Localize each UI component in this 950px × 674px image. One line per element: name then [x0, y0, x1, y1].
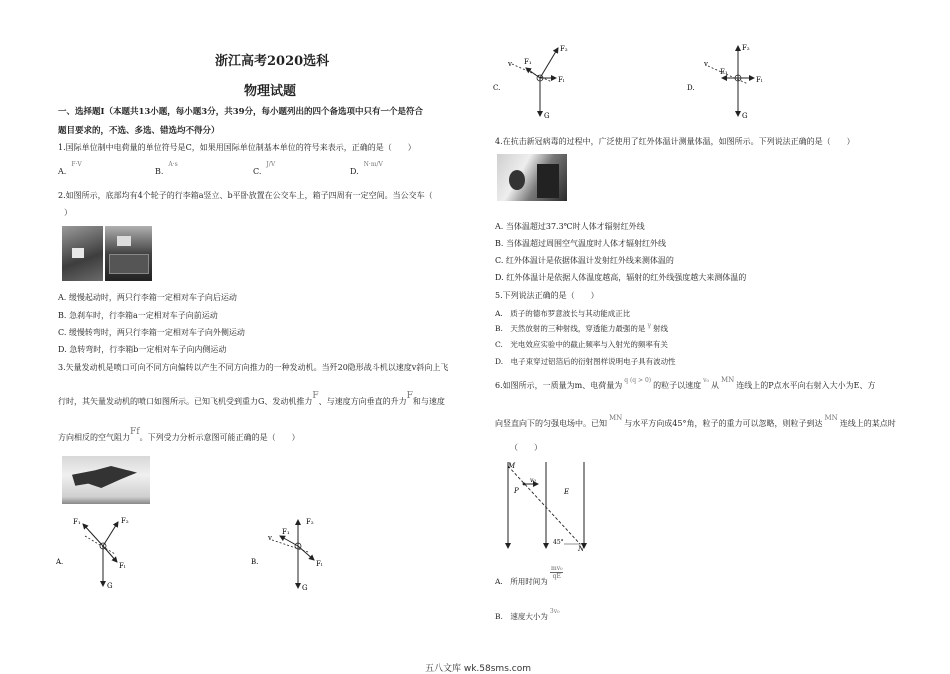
label-v: v — [704, 60, 708, 68]
q1-stem: 1.国际单位制中电荷量的单位符号是C，如果用国际单位制基本单位的符号来表示，正确的是（ ） — [58, 143, 416, 152]
label-ff: Fₗ — [316, 560, 323, 568]
q5-option-c: C. 光电效应实验中的截止频率与入射光的频率有关 — [495, 340, 668, 349]
label-m: M — [508, 462, 516, 470]
q3-stem-line3: 方向相反的空气阻力Ff。下列受力分析示意图可能正确的是（ ） — [58, 427, 300, 442]
q1-option-a: A.$^{F\cdot V}$ — [58, 161, 82, 176]
label-option-c: C. — [493, 84, 501, 92]
label-ff: Fₗ — [756, 76, 763, 84]
label-f1: F₁ — [282, 528, 290, 536]
label-v: v — [508, 60, 512, 68]
label-e: E — [564, 488, 570, 496]
q3-stem-line1: 3.矢量发动机是喷口可向不同方向偏转以产生不同方向推力的一种发动机。当歼20隐形战斗机以速度v斜向上飞 — [58, 363, 449, 372]
label-v: v — [268, 534, 272, 542]
page-subtitle: 物理试题 — [244, 84, 297, 99]
q6-stem-line1: 6.如图所示，一质量为m、电荷量为$^{q (q > 0)}$的粒子以速度$^{v_0}$从MN连线上的P点水平向右射入大小为E、方 — [495, 376, 876, 390]
label-f1: F₁ — [73, 518, 81, 526]
section-header-line2: 题目要求的，不选、多选、错选均不得分） — [58, 126, 220, 136]
luggage-photo-b — [105, 226, 152, 281]
force-diagram-a — [55, 514, 145, 594]
force-diagram-c — [492, 40, 582, 120]
electric-field-figure — [498, 458, 598, 553]
q3-stem-line2: 行时，其矢量发动机的喷口如图所示。已知飞机受到重力G、发动机推力F、与速度方向垂直的升力F和与速度 — [58, 391, 445, 406]
q6-stem-line3: （ ） — [510, 443, 542, 452]
label-f2: F₂ — [742, 44, 750, 52]
q5-stem: 5.下列说法正确的是（ ） — [495, 291, 599, 300]
label-option-b: B. — [251, 558, 259, 566]
q4-option-b: B. 当体温超过周围空气温度时人体才辐射红外线 — [495, 239, 666, 248]
label-g: G — [107, 582, 113, 590]
label-g: G — [742, 112, 748, 120]
q2-option-b: B. 急刹车时，行李箱a一定相对车子向前运动 — [58, 311, 218, 320]
page-title: 浙江高考2020选科 — [215, 54, 330, 69]
force-diagram-d — [686, 40, 776, 120]
q4-option-d: D. 红外体温计是依据人体温度越高，辐射的红外线强度越大来测体温的 — [495, 273, 747, 282]
label-f2: F₂ — [121, 517, 129, 525]
q1-option-b: B.$^{A\cdot s}$ — [155, 161, 178, 176]
q5-option-a: A. 质子的德布罗意波长与其动能成正比 — [495, 309, 631, 318]
label-p: P — [514, 487, 519, 495]
label-option-a: A. — [56, 558, 64, 566]
q6-stem-line2: 向竖直向下的匀强电场中。已知MN与水平方向成45°角，粒子的重力可以忽略，则粒子到达MN连线上的某点时 — [495, 414, 896, 428]
q4-stem: 4.在抗击新冠病毒的过程中，广泛使用了红外体温计测量体温，如图所示。下列说法正确的是（ ） — [495, 137, 855, 146]
q2-option-c: C. 缓慢转弯时，两只行李箱一定相对车子向外侧运动 — [58, 328, 245, 337]
label-ff: Fₗ — [119, 562, 126, 570]
label-g: G — [544, 112, 550, 120]
force-diagram-b — [250, 514, 340, 594]
thermometer-photo — [497, 154, 567, 201]
label-ff: Fₗ — [558, 76, 565, 84]
q2-stem-line2: ） — [64, 208, 72, 217]
q5-option-d: D. 电子束穿过铝箔后的衍射图样说明电子具有波动性 — [495, 357, 676, 366]
q6-option-b: B. 速度大小为$^{3v_0}$ — [495, 608, 560, 621]
jet-photo — [62, 456, 150, 504]
label-f1: F₁ — [720, 68, 728, 76]
q6-option-a-fraction: mv₀ qE — [551, 565, 563, 580]
label-n: N — [578, 545, 585, 553]
section-header-line1: 一、选择题Ⅰ（本题共13小题，每小题3分，共39分，每小题列出的四个备选项中只有一个是符合 — [58, 107, 424, 117]
q2-option-d: D. 急转弯时，行李箱b一定相对车子向内侧运动 — [58, 345, 227, 354]
footer-watermark: 五八文库 wk.58sms.com — [425, 664, 531, 674]
q2-stem-line1: 2.如图所示，底部均有4个轮子的行李箱a竖立、b平卧放置在公交车上，箱子四周有一定空间。当公交车（ — [58, 191, 433, 200]
q5-option-b: B. 天然放射的三种射线，穿透能力最强的是 $^\gamma$ 射线 — [495, 322, 668, 333]
label-f2: F₂ — [306, 518, 314, 526]
q4-option-c: C. 红外体温计是依据体温计发射红外线来测体温的 — [495, 256, 674, 265]
label-option-d: D. — [687, 84, 695, 92]
label-angle: 45° — [553, 539, 564, 546]
label-v0: v₀ — [530, 477, 536, 484]
label-g: G — [302, 584, 308, 592]
q1-option-c: C.$^{J/V}$ — [253, 161, 276, 176]
label-f1: F₁ — [524, 58, 532, 66]
q1-option-d: D.$^{N\cdot m/V}$ — [350, 161, 383, 176]
q6-option-a: A. 所用时间为 — [495, 577, 548, 586]
label-f2: F₂ — [560, 45, 568, 53]
q2-option-a: A. 缓慢起动时，两只行李箱一定相对车子向后运动 — [58, 293, 237, 302]
luggage-photo-a — [62, 226, 103, 281]
q4-option-a: A. 当体温超过37.3℃时人体才辐射红外线 — [495, 222, 645, 231]
